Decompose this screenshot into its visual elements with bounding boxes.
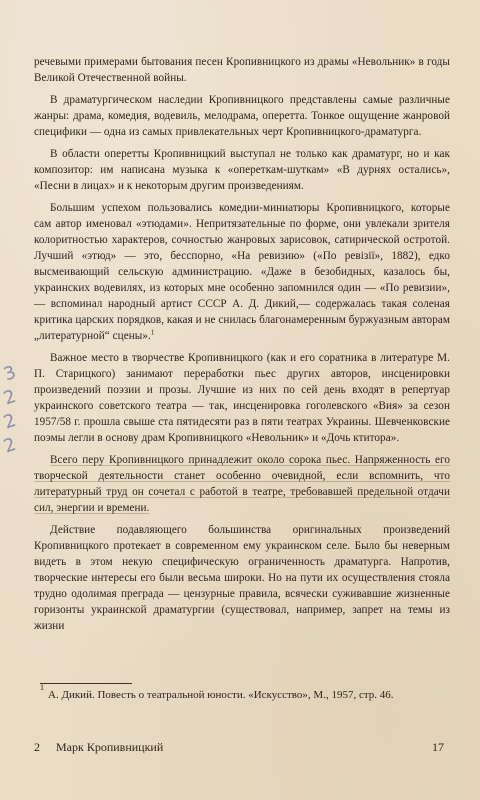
body-text [34,54,450,640]
paragraph-3: В области оперетты Кропивницкий выступал не только как драматург, но и как композитор: им написана музыка к «опереткам-шуткам» «В дурнях остались», «Песни в лицах» и к некоторым другим произведениям. [34,148,450,192]
paragraph-1: речевыми примерами бытования песен Кропивницкого из драмы «Невольник» в годы Великой Отечественной войны. [34,56,450,84]
paragraph-7: Действие подавляющего большинства оригинальных произведений Кропивницкого протекает в современном ему украинском селе. Было бы неверным видеть в этом некую специфическую ограниченность драматурга. Напротив, творческие интересы его были весьма широки. Но на пути их осуществления стояла трудно одолимая преграда — цензурные правила, всячески суживавшие жизненные горизонты украинской драматургии (существовал, например, запрет на темы из жизни [34,524,450,632]
page-number: 17 [432,740,444,754]
paragraph-4 [34,200,450,344]
footnote-marker: 1 [40,683,44,692]
running-head: Марк Кропивницкий [56,740,164,754]
footnote-reference[interactable]: 1 [150,328,155,337]
paragraph-2: В драматургическом наследии Кропивницкого представлены самые различные жанры: драма, комедия, водевиль, мелодрама, оперетта. Тонкое ощущение жанровой специфики — одна из самых привлекательных черт Кропивницкого-драматурга. [34,94,450,138]
footnote-text: А. Дикий. Повесть о театральной юности. «Искусство», М., 1957, стр. 46. [48,689,394,701]
paragraph-4-text: Большим успехом пользовались комедии-миниатюры Кропивницкого, которые сам автор именовал «этюдами». Непритязательные по форме, они увлекали зрителя колоритностью характеров, сочностью жанровых зарисовок, сатирической остротой. Лучший «этюд» — это, бесспорно, «На ревизию» («По ревiзiї», 1882), едко высмеивающий сельскую администрацию. «Даже в безобидных, казалось бы, украинских водевилях, из которых мне особенно запомнился один — «По ревизии»,— вспоминал народный артист СССР А. Д. Дикий,— содержалась такая соленая критика царских порядков, какая и не снилась благонамеренным буржуазным авторам „литературной“ сцены». [34,202,450,342]
paragraph-6: Всего перу Кропивницкого принадлежит около сорока пьес. Напряженность его творческой деятельности станет особенно очевидной, если вспомнить, что литературный труд он сочетал с работой в театре, требовавшей предельной отдачи сил, энергии и времени. [34,454,450,514]
footnote [40,683,450,703]
footnote-separator [40,683,132,684]
handwritten-margin-annotation: 3 2 2 2 [0,361,19,458]
paragraph-5: Важное место в творчестве Кропивницкого (как и его соратника в литературе М. П. Старицкого) занимают переработки пьес других авторов, инсценировки произведений поэзии и прозы. Лучшие из них по сей день входят в репертуар украинского советского театра — так, инсценировка гоголевского «Вия» за сезон 1957/58 г. прошла свыше ста пятидесяти раз в пяти театрах Украины. Шевченковские поэмы легли в основу драм Кропивницкого «Невольник» и «Дочь ктитора». [34,352,450,444]
signature-mark: 2 [34,740,40,754]
